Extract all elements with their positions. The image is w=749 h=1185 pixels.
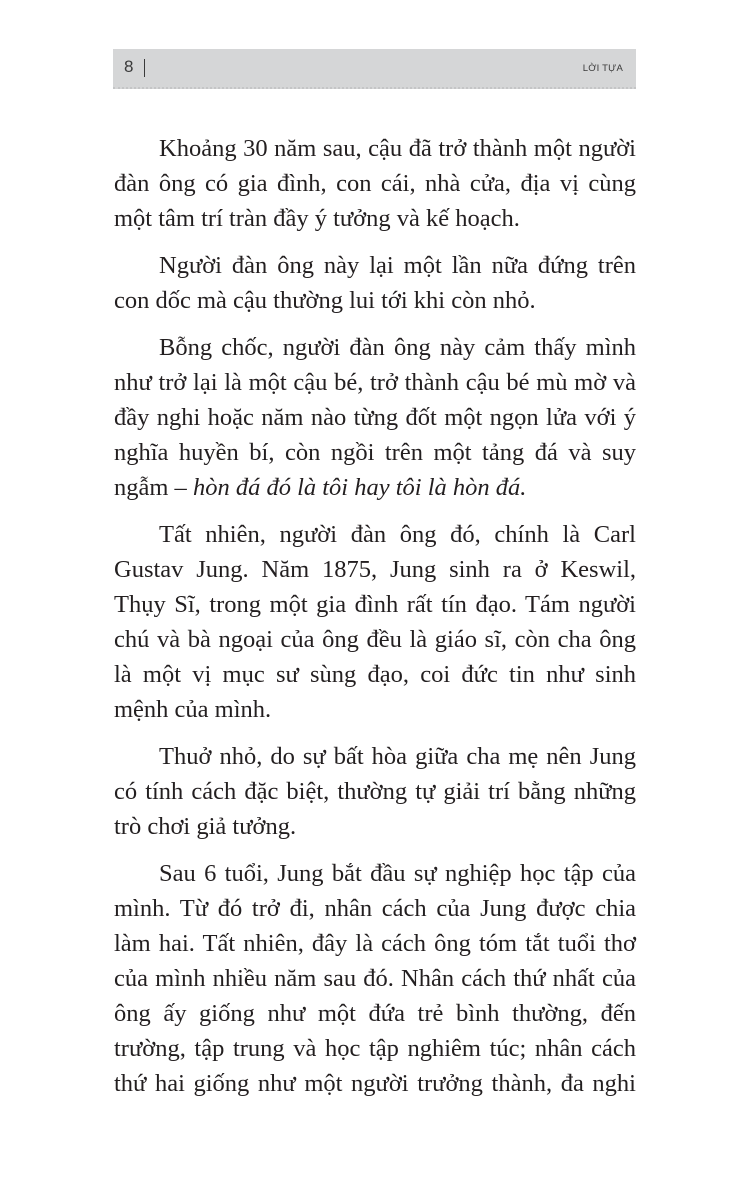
paragraph-1: Khoảng 30 năm sau, cậu đã trở thành một người đàn ông có gia đình, con cái, nhà cửa, địa vị cùng một tâm trí tràn đầy ý tưởng và kế hoạch. xyxy=(114,135,636,232)
section-title: LỜI TỰA xyxy=(582,63,623,74)
paragraph-5: Thuở nhỏ, do sự bất hòa giữa cha mẹ nên Jung có tính cách đặc biệt, thường tự giải trí bằng những trò chơi giả tưởng. xyxy=(114,743,636,840)
paragraph-2: Người đàn ông này lại một lần nữa đứng trên con dốc mà cậu thường lui tới khi còn nhỏ. xyxy=(114,252,636,314)
paragraph-3-italic-quote: hòn đá đó là tôi hay tôi là hòn đá. xyxy=(192,474,527,501)
running-header xyxy=(113,49,636,89)
paragraph-4: Tất nhiên, người đàn ông đó, chính là Carl Gustav Jung. Năm 1875, Jung sinh ra ở Keswil, Thụy Sĩ, trong một gia đình rất tín đạo. Tám người chú và bà ngoại của ông đều là giáo sĩ, còn cha ông là một vị mục sư sùng đạo, coi đức tin như sinh mệnh của mình. xyxy=(114,521,636,723)
paragraph-3 xyxy=(114,330,636,505)
header-divider xyxy=(144,59,145,77)
paragraph-6: Sau 6 tuổi, Jung bắt đầu sự nghiệp học tập của mình. Từ đó trở đi, nhân cách của Jung được chia làm hai. Tất nhiên, đây là cách ông tóm tắt tuổi thơ của mình nhiều năm sau đó. Nhân cách thứ nhất của ông ấy giống như một đứa trẻ bình thường, đến trường, tập trung và học tập nghiêm túc; nhân cách thứ hai giống như một người trưởng thành, đa nghi xyxy=(114,860,636,1097)
paragraph-3-text: Bỗng chốc, người đàn ông này cảm thấy mình như trở lại là một cậu bé, trở thành cậu bé mù mờ và đầy nghi hoặc năm nào từng đốt một ngọn lửa với ý nghĩa huyền bí, còn ngồi trên một tảng đá và suy ngẫm – xyxy=(114,334,636,501)
body-text xyxy=(114,131,636,1113)
page-number: 8 xyxy=(124,57,134,76)
